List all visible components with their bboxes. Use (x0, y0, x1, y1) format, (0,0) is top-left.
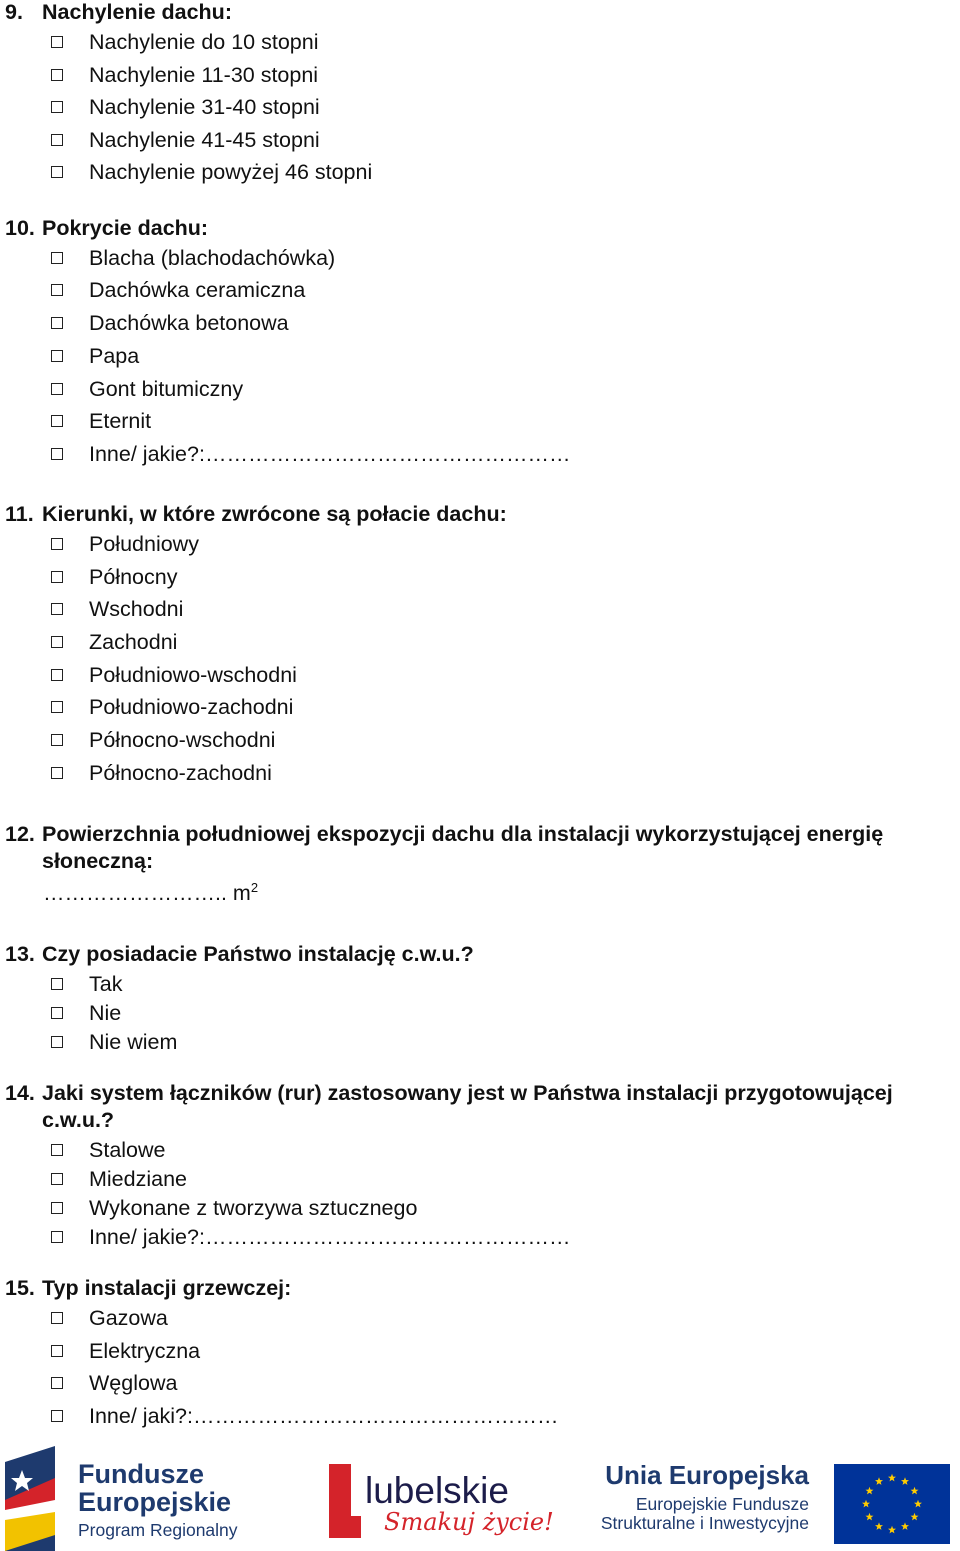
fundusze-europejskie-emblem-icon (5, 1446, 55, 1551)
question-12-title: 12. Powierzchnia południowej ekspozycji dachu dla instalacji wykorzystującej energię słoneczną: (5, 822, 884, 873)
option[interactable]: Nachylenie 11-30 stopni (51, 60, 318, 90)
checkbox-icon[interactable] (51, 415, 63, 427)
question-9-title: 9. Nachylenie dachu: (5, 0, 232, 24)
checkbox-icon[interactable] (51, 1345, 63, 1357)
checkbox-icon[interactable] (51, 166, 63, 178)
unia-europejska-logo: Unia Europejska Europejskie Fundusze Strukturalne i Inwestycyjne (600, 1460, 809, 1533)
option[interactable]: Południowy (51, 529, 199, 559)
unit-superscript: 2 (250, 880, 259, 895)
checkbox-icon[interactable] (51, 252, 63, 264)
option[interactable]: Węglowa (51, 1368, 177, 1398)
option[interactable]: Stalowe (51, 1135, 166, 1165)
option[interactable]: Zachodni (51, 627, 177, 657)
checkbox-icon[interactable] (51, 1144, 63, 1156)
option[interactable]: Papa (51, 341, 139, 371)
option[interactable]: Wschodni (51, 594, 183, 624)
option[interactable]: Północno-zachodni (51, 758, 272, 788)
checkbox-icon[interactable] (51, 767, 63, 779)
option[interactable]: Dachówka betonowa (51, 308, 289, 338)
checkbox-icon[interactable] (51, 1036, 63, 1048)
checkbox-icon[interactable] (51, 603, 63, 615)
option[interactable]: Elektryczna (51, 1336, 200, 1366)
question-15-title: 15. Typ instalacji grzewczej: (5, 1276, 292, 1300)
checkbox-icon[interactable] (51, 1410, 63, 1422)
option[interactable]: Południowo-wschodni (51, 660, 297, 690)
checkbox-icon[interactable] (51, 317, 63, 329)
checkbox-icon[interactable] (51, 36, 63, 48)
checkbox-icon[interactable] (51, 350, 63, 362)
question-13-title: 13. Czy posiadacie Państwo instalację c.w.u.? (5, 942, 474, 966)
option[interactable]: Nachylenie powyżej 46 stopni (51, 157, 372, 187)
checkbox-icon[interactable] (51, 284, 63, 296)
option[interactable]: Tak (51, 969, 122, 999)
checkbox-icon[interactable] (51, 1007, 63, 1019)
lubelskie-tagline: Smakuj życie! (384, 1508, 554, 1536)
checkbox-icon[interactable] (51, 448, 63, 460)
eu-flag-icon (834, 1464, 950, 1544)
question-11-title: 11. Kierunki, w które zwrócone są połacie dachu: (5, 502, 507, 526)
question-14-title: 14. Jaki system łączników (rur) zastosowany jest w Państwa instalacji przygotowującej c.w.u.? (5, 1081, 893, 1132)
checkbox-icon[interactable] (51, 69, 63, 81)
option[interactable]: Północny (51, 562, 177, 592)
option[interactable]: Eternit (51, 406, 151, 436)
question-10-title: 10. Pokrycie dachu: (5, 216, 209, 240)
fundusze-europejskie-logo: Fundusze Europejskie Program Regionalny (78, 1459, 238, 1540)
checkbox-icon[interactable] (51, 1377, 63, 1389)
checkbox-icon[interactable] (51, 701, 63, 713)
checkbox-icon[interactable] (51, 571, 63, 583)
option[interactable]: Nachylenie 41-45 stopni (51, 125, 320, 155)
option[interactable]: Południowo-zachodni (51, 692, 293, 722)
checkbox-icon[interactable] (51, 1312, 63, 1324)
lubelskie-wordmark: lubelskie (365, 1470, 509, 1511)
option[interactable]: Nie (51, 998, 121, 1028)
option[interactable]: Wykonane z tworzywa sztucznego (51, 1193, 417, 1223)
option[interactable]: Nachylenie 31-40 stopni (51, 92, 320, 122)
option-other[interactable]: Inne/ jakie?:…………………………………………… (51, 439, 570, 469)
option-other[interactable]: Inne/ jakie?:…………………………………………… (51, 1222, 570, 1252)
option[interactable]: Blacha (blachodachówka) (51, 243, 335, 273)
checkbox-icon[interactable] (51, 669, 63, 681)
option-other[interactable]: Inne/ jaki?:…………………………………………… (51, 1401, 558, 1431)
checkbox-icon[interactable] (51, 1173, 63, 1185)
checkbox-icon[interactable] (51, 101, 63, 113)
checkbox-icon[interactable] (51, 383, 63, 395)
checkbox-icon[interactable] (51, 978, 63, 990)
checkbox-icon[interactable] (51, 134, 63, 146)
lubelskie-logo-icon (329, 1464, 361, 1538)
option[interactable]: Nachylenie do 10 stopni (51, 27, 319, 57)
checkbox-icon[interactable] (51, 538, 63, 550)
option[interactable]: Dachówka ceramiczna (51, 275, 305, 305)
option[interactable]: Gazowa (51, 1303, 168, 1333)
option[interactable]: Miedziane (51, 1164, 187, 1194)
checkbox-icon[interactable] (51, 1202, 63, 1214)
option[interactable]: Nie wiem (51, 1027, 177, 1057)
checkbox-icon[interactable] (51, 1231, 63, 1243)
checkbox-icon[interactable] (51, 636, 63, 648)
area-answer-field[interactable]: …………………….. $m^2$ (43, 880, 259, 906)
option[interactable]: Północno-wschodni (51, 725, 275, 755)
option[interactable]: Gont bitumiczny (51, 374, 243, 404)
checkbox-icon[interactable] (51, 734, 63, 746)
